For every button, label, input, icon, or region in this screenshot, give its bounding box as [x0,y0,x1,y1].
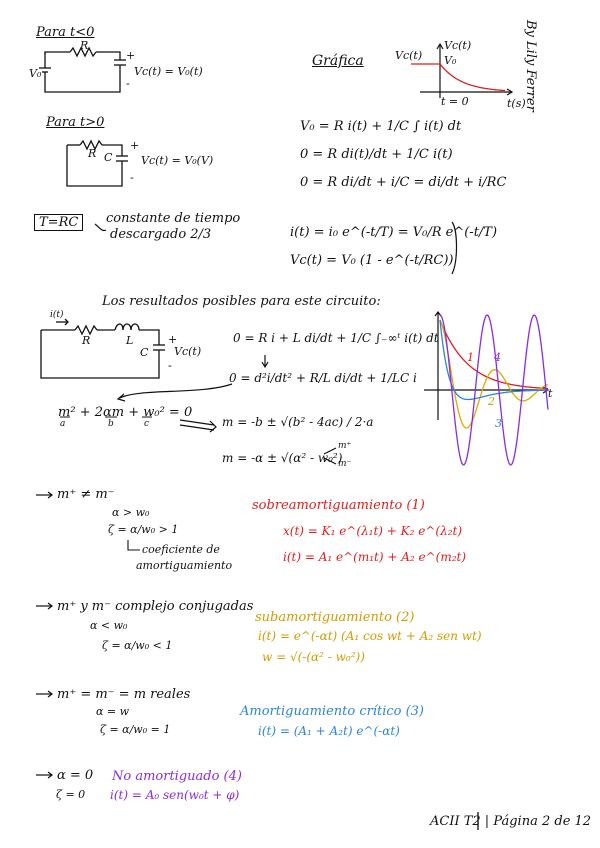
graph2-label-3: 3 [495,417,502,430]
coef-c: c [144,419,150,429]
label-vo1: V₀ [29,67,42,80]
eq-vc-vo-v: Vc(t) = V₀(V) [141,154,214,167]
case1-sub2: ζ = α/w₀ > 1 [108,523,179,536]
case1-note2: amortiguamiento [136,559,233,572]
case1-title: sobreamortiguamiento (1) [252,498,425,513]
tau-box: T=RC [34,214,83,231]
rlc-label-r: R [82,334,91,347]
graph2-label-4: 4 [494,351,501,364]
roots-formula: m = -α ± √(α² - w₀²) [222,451,343,465]
response-curve-underdamped [440,320,548,428]
graph1-vc-left: Vc(t) [395,49,423,62]
rlc-label-vc: Vc(t) [174,345,202,358]
rlc-label-plus: + [168,333,178,346]
label-minus1: - [126,77,130,90]
case4-sub1: ζ = 0 [56,788,86,801]
case2-sub1: α < w₀ [90,619,128,632]
case3-cond: m⁺ = m⁻ = m reales [57,687,191,702]
case3-eq1: i(t) = (A₁ + A₂t) e^(-αt) [258,724,400,738]
solution-voltage: Vc(t) = V₀ (1 - e^(-t/RC)) [290,253,454,268]
case2-cond: m⁺ y m⁻ complejo conjugadas [57,599,254,614]
case1-eq2: i(t) = A₁ e^(m₁t) + A₂ e^(m₂t) [283,550,467,564]
graph1-vo: V₀ [444,54,457,67]
case2-sub2: ζ = α/w₀ < 1 [102,639,173,652]
graph1-t-axis: t(s) [507,97,526,110]
page-footer: ACII T2 | Página 2 de 12 [430,814,592,829]
root-plus: m⁺ [338,441,352,451]
label-plus2: + [130,139,140,152]
characteristic-eq: m² + 2αm + w₀² = 0 [58,405,193,420]
case1-sub1: α > w₀ [112,506,150,519]
label-plus1: + [126,49,136,62]
case4-eq1: i(t) = A₀ sen(w₀t + φ) [110,788,240,802]
graph1-vc-axis: Vc(t) [444,39,472,52]
section-title-t-pos: Para t>0 [46,115,105,130]
rlc-eq-1: 0 = R i + L di/dt + 1/C ∫₋∞ᵗ i(t) dt [233,331,439,345]
case4-title: No amortiguado (4) [112,769,242,784]
solution-current: i(t) = i₀ e^(-t/T) = V₀/R e^(-t/T) [290,225,498,240]
section-title-t-neg: Para t<0 [36,25,95,40]
rlc-label-minus: - [168,359,172,372]
case2-eq2: w = √(-(α² - w₀²)) [262,650,365,664]
case3-sub2: ζ = α/w₀ = 1 [100,723,171,736]
label-r2: R [88,147,97,160]
case2-eq1: i(t) = e^(-αt) (A₁ cos wt + A₂ sen wt) [258,629,482,643]
graph2-label-1: 1 [467,351,474,364]
case1-cond: m⁺ ≠ m⁻ [57,487,115,502]
eq-rc-2: 0 = R di(t)/dt + 1/C i(t) [300,147,453,162]
case2-title: subamortiguamiento (2) [255,610,415,625]
label-r1: R [80,39,89,52]
case3-title: Amortiguamiento crítico (3) [240,704,425,719]
tau-desc-2: descargado 2/3 [110,227,212,242]
rlc-title: Los resultados posibles para este circuito: [102,294,381,309]
case3-sub1: α = w [96,705,130,718]
tau-desc-1: constante de tiempo [106,211,241,226]
graph2-label-2: 2 [488,395,495,408]
case4-cond: α = 0 [57,768,94,783]
rlc-label-l: L [126,334,134,347]
author-signature: By Lily Ferrer [523,20,538,112]
graph1-t0: t = 0 [441,95,469,108]
label-minus2: - [130,171,134,184]
coef-a: a [60,419,66,429]
rlc-label-c: C [140,346,149,359]
rlc-label-i: i(t) [50,310,64,320]
eq-rc-1: V₀ = R i(t) + 1/C ∫ i(t) dt [300,119,462,134]
rlc-eq-2: 0 = d²i/dt² + R/L di/dt + 1/LC i [229,371,417,385]
graph1-title: Gráfica [312,53,364,69]
graph2-t-axis: t [548,387,553,400]
quadratic-formula: m = -b ± √(b² - 4ac) / 2·a [222,415,374,429]
root-minus: m⁻ [338,459,352,469]
eq-vc-vo: Vc(t) = V₀(t) [134,65,203,78]
eq-rc-3: 0 = R di/dt + i/C = di/dt + i/RC [300,175,507,190]
coef-b: b [108,419,114,429]
case1-eq1: x(t) = K₁ e^(λ₁t) + K₂ e^(λ₂t) [283,524,463,538]
label-c2: C [104,151,113,164]
case1-note1: coeficiente de [142,543,220,556]
